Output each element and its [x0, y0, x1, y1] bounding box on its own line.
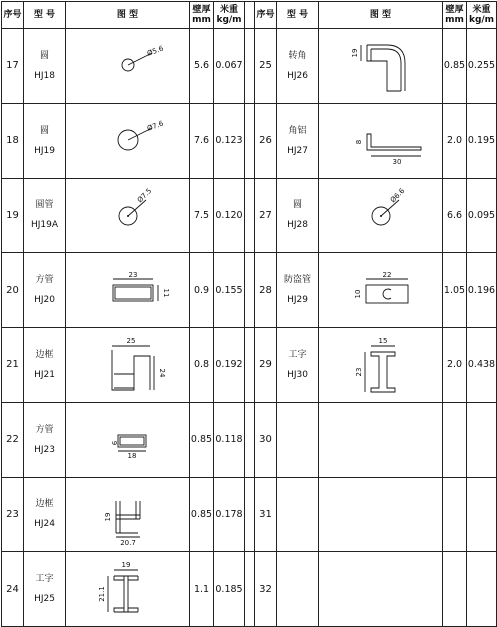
table-row: [2, 552, 497, 627]
wall-cell: 7.5: [190, 178, 214, 253]
seq-cell: 17: [2, 29, 24, 104]
header-weight-unit: kg/m: [468, 15, 495, 25]
wall-cell: 5.6: [190, 29, 214, 104]
seq-cell-right: 31: [255, 477, 277, 552]
model-name: 工字: [35, 574, 54, 585]
profile-drawing: [78, 180, 178, 250]
model-code: HJ19A: [30, 220, 59, 231]
header-model-right: 型 号: [277, 2, 319, 29]
weight-cell: 0.123: [214, 103, 245, 178]
header-wall-unit: mm: [445, 15, 464, 25]
spacer-cell: [245, 29, 255, 104]
seq-cell-right: 28: [255, 253, 277, 328]
weight-cell: 0.178: [214, 477, 245, 552]
profile-drawing: [331, 106, 431, 176]
dimension-label: 19: [121, 561, 130, 570]
dimension-label: Ø5.6: [145, 44, 165, 58]
profile-drawing: [331, 330, 431, 400]
seq-cell: 24: [2, 552, 24, 627]
wall-cell-right: 6.6: [443, 178, 467, 253]
figure-cell-right: [319, 29, 443, 104]
profile-drawing: [331, 180, 431, 250]
profile-drawing: [78, 479, 178, 549]
table-row: [2, 402, 497, 477]
weight-cell: 0.155: [214, 253, 245, 328]
model-cell: [24, 328, 66, 403]
profile-drawing: [78, 255, 178, 325]
profile-outline: [367, 134, 421, 150]
header-seq-right: 序号: [255, 2, 277, 29]
seq-cell-right: 32: [255, 552, 277, 627]
header-weight-label: 米重: [219, 5, 238, 15]
spacer-cell: [245, 552, 255, 627]
figure-cell: [66, 178, 190, 253]
spacer-cell: [245, 402, 255, 477]
profile-inner: [120, 437, 144, 445]
figure-cell: [66, 552, 190, 627]
seq-cell: 22: [2, 402, 24, 477]
model-code: HJ19: [34, 145, 55, 156]
model-code: HJ28: [287, 220, 308, 231]
header-seq: 序号: [2, 2, 24, 29]
dimension-label: 22: [382, 271, 391, 280]
header-wall: [190, 2, 214, 29]
seq-cell-right: 25: [255, 29, 277, 104]
wall-cell: 7.6: [190, 103, 214, 178]
model-cell-right: [277, 103, 319, 178]
profile-outline: [114, 576, 138, 612]
figure-cell: [66, 328, 190, 403]
profile-outline: [366, 285, 408, 303]
figure-cell-right: [319, 253, 443, 328]
spacer-cell: [245, 103, 255, 178]
weight-cell: 0.118: [214, 402, 245, 477]
model-name: 边框: [35, 499, 54, 510]
table-row: [2, 103, 497, 178]
table-row: [2, 253, 497, 328]
dimension-label: Ø7.6: [145, 119, 165, 133]
model-code: HJ23: [34, 444, 55, 455]
model-code: HJ26: [287, 70, 308, 81]
header-weight-unit: kg/m: [216, 15, 242, 25]
dimension-label: 19: [350, 48, 359, 58]
model-code: HJ18: [34, 70, 55, 81]
dimension-label: 23: [128, 271, 137, 280]
model-cell: [24, 178, 66, 253]
seq-cell: 18: [2, 103, 24, 178]
header-row: [2, 2, 497, 29]
profile-outline: [371, 352, 395, 392]
model-cell-right: [277, 253, 319, 328]
seq-cell: 20: [2, 253, 24, 328]
model-name: 工字: [288, 349, 307, 360]
header-figure: 图 型: [66, 2, 190, 29]
dimension-label: 23: [354, 367, 363, 377]
model-name: 边框: [35, 349, 54, 360]
model-cell-right: [277, 552, 319, 627]
header-wall-label: 壁厚: [192, 5, 211, 15]
profile-drawing: [78, 31, 178, 101]
model-cell-right: [277, 328, 319, 403]
figure-cell-right: [319, 178, 443, 253]
model-name: 转角: [288, 50, 307, 61]
seq-cell: 19: [2, 178, 24, 253]
dimension-label: Ø6.6: [388, 187, 406, 205]
weight-cell-right: [467, 477, 497, 552]
model-name: 防盗管: [283, 275, 311, 286]
weight-cell-right: [467, 402, 497, 477]
figure-cell-right: [319, 103, 443, 178]
wall-cell-right: [443, 402, 467, 477]
dimension-label: 19: [103, 512, 112, 522]
dimension-label: 18: [127, 451, 136, 460]
profile-drawing: [78, 405, 178, 475]
dimension-label: 25: [126, 336, 135, 345]
model-name: 圆管: [35, 200, 54, 211]
weight-cell: 0.120: [214, 178, 245, 253]
profile-outline: [112, 350, 150, 390]
model-code: HJ30: [287, 369, 308, 380]
model-code: HJ25: [34, 594, 55, 605]
spacer-cell: [245, 253, 255, 328]
model-cell: [24, 552, 66, 627]
dimension-label: 30: [392, 157, 401, 166]
profile-drawing: [78, 330, 178, 400]
profile-drawing: [78, 554, 178, 624]
seq-cell: 21: [2, 328, 24, 403]
wall-cell: 0.8: [190, 328, 214, 403]
spacer-cell: [245, 477, 255, 552]
header-weight: [214, 2, 245, 29]
header-weight-label: 米重: [472, 5, 491, 15]
model-code: HJ21: [34, 369, 55, 380]
header-weight-right: [467, 2, 497, 29]
figure-cell-right: [319, 552, 443, 627]
model-name: 方管: [35, 275, 54, 286]
dimension-label: 11: [161, 288, 170, 298]
model-cell-right: [277, 178, 319, 253]
model-name: 圆: [39, 50, 49, 61]
figure-cell-right: [319, 402, 443, 477]
model-cell: [24, 29, 66, 104]
profile-drawing: [78, 106, 178, 176]
model-name: 方管: [35, 424, 54, 435]
header-model: 型 号: [24, 2, 66, 29]
profile-table: [1, 1, 497, 627]
figure-cell-right: [319, 328, 443, 403]
figure-cell-right: [319, 477, 443, 552]
weight-cell-right: 0.196: [467, 253, 497, 328]
weight-cell-right: 0.095: [467, 178, 497, 253]
wall-cell-right: [443, 477, 467, 552]
profile-inner: [115, 287, 151, 299]
profile-outline: [116, 501, 140, 533]
model-name: 圆: [39, 125, 49, 136]
dimension-label: 15: [378, 336, 387, 345]
model-name: 圆: [292, 200, 302, 211]
wall-cell-right: 2.0: [443, 328, 467, 403]
figure-cell: [66, 402, 190, 477]
wall-cell: 0.9: [190, 253, 214, 328]
seq-cell-right: 29: [255, 328, 277, 403]
weight-cell: 0.185: [214, 552, 245, 627]
header-figure-right: 图 型: [319, 2, 443, 29]
weight-cell-right: 0.195: [467, 103, 497, 178]
seq-cell: 23: [2, 477, 24, 552]
dimension-label: 10: [353, 289, 362, 299]
dimension-label: 21.1: [97, 586, 106, 602]
model-cell: [24, 253, 66, 328]
figure-cell: [66, 477, 190, 552]
table-row: [2, 178, 497, 253]
wall-cell: 0.85: [190, 402, 214, 477]
model-cell-right: [277, 402, 319, 477]
model-cell: [24, 103, 66, 178]
figure-cell: [66, 103, 190, 178]
header-wall-right: [443, 2, 467, 29]
seq-cell-right: 27: [255, 178, 277, 253]
weight-cell-right: 0.438: [467, 328, 497, 403]
spacer-cell: [245, 328, 255, 403]
wall-cell-right: 0.85: [443, 29, 467, 104]
figure-cell: [66, 253, 190, 328]
model-code: HJ20: [34, 295, 55, 306]
model-cell-right: [277, 29, 319, 104]
wall-cell-right: [443, 552, 467, 627]
weight-cell-right: 0.255: [467, 29, 497, 104]
table-row: [2, 477, 497, 552]
table-row: [2, 328, 497, 403]
wall-cell-right: 2.0: [443, 103, 467, 178]
dimension-label: 24: [157, 368, 166, 378]
profile-outline: [367, 45, 405, 91]
dimension-label: 8: [354, 139, 363, 144]
weight-cell: 0.192: [214, 328, 245, 403]
seq-cell-right: 30: [255, 402, 277, 477]
header-wall-label: 壁厚: [445, 5, 464, 15]
model-cell-right: [277, 477, 319, 552]
model-code: HJ29: [287, 295, 308, 306]
seq-cell-right: 26: [255, 103, 277, 178]
weight-cell-right: [467, 552, 497, 627]
table-row: [2, 29, 497, 104]
spacer-cell: [245, 178, 255, 253]
figure-cell: [66, 29, 190, 104]
dimension-label: 9: [109, 440, 118, 445]
model-cell: [24, 402, 66, 477]
wall-cell-right: 1.05: [443, 253, 467, 328]
profile-inner: [383, 289, 391, 299]
model-code: HJ24: [34, 519, 55, 530]
dimension-label: Ø7.5: [135, 187, 153, 205]
profile-drawing: [331, 31, 431, 101]
profile-drawing: [331, 255, 431, 325]
wall-cell: 0.85: [190, 477, 214, 552]
weight-cell: 0.067: [214, 29, 245, 104]
model-cell: [24, 477, 66, 552]
wall-cell: 1.1: [190, 552, 214, 627]
model-name: 角铝: [288, 125, 307, 136]
model-code: HJ27: [287, 145, 308, 156]
header-wall-unit: mm: [192, 15, 211, 25]
spacer-col: [245, 2, 255, 29]
dimension-label: 20.7: [119, 539, 136, 548]
